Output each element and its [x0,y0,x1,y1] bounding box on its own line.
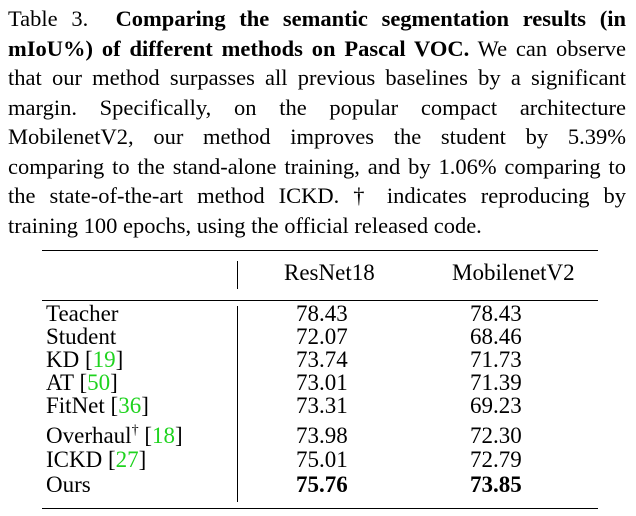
method-name: FitNet [36] [46,393,149,418]
mobilenetv2-value: 68.46 [470,324,522,349]
method-name: KD [19] [46,347,124,372]
citation-link[interactable]: 50 [87,370,111,395]
method-name: AT [50] [46,370,118,395]
resnet18-value: 73.98 [296,423,348,448]
citation-link[interactable]: 19 [92,347,116,372]
citation-link[interactable]: 18 [152,423,175,448]
caption-label: Table 3. [8,6,89,31]
table-row [42,370,598,395]
resnet18-value: 73.01 [296,370,348,395]
mobilenetv2-value: 71.73 [470,347,522,372]
method-name: ICKD [27] [46,447,147,472]
mobilenetv2-value: 78.43 [470,301,522,326]
resnet18-value: 75.01 [296,447,348,472]
table-row [42,324,598,349]
method-name: Ours [46,472,91,497]
header-resnet18: ResNet18 [284,260,375,285]
resnet18-value: 73.74 [296,347,348,372]
table-row [42,423,598,448]
caption-lead: Comparing the semantic segmentation results (in mIoU%) of different methods on Pascal VOC. [8,6,626,61]
dagger-mark: † [131,423,139,438]
table-caption [8,4,626,240]
resnet18-value: 72.07 [296,324,348,349]
table-row [42,393,598,418]
method-name: Student [46,324,117,349]
table-row-ours [42,472,598,497]
table-row [42,447,598,472]
table-row [42,301,598,326]
caption-body: We can observe that our method surpasses all previous baselines by a significant margin. Specifically, on the popular compact architecture MobilenetV2, our method improves the student by 5.39% comparing to the stand-alone training, and by 1.06% comparing to the state-of-the-art method ICKD. † indicates reproducing by training 100 epochs, using the official released code. [8,35,626,238]
resnet18-value: 75.76 [296,472,348,497]
resnet18-value: 73.31 [296,393,348,418]
header-mobilenetv2: MobilenetV2 [452,260,575,285]
method-name: Teacher [46,301,119,326]
citation-link[interactable]: 27 [115,447,139,472]
table-row [42,347,598,372]
table-top-rule [42,250,598,251]
mobilenetv2-value: 71.39 [470,370,522,395]
method-name: Overhaul† [18] [46,423,183,448]
header-column-divider [237,261,238,289]
mobilenetv2-value: 73.85 [470,472,522,497]
citation-link[interactable]: 36 [118,393,142,418]
table-bottom-rule [42,508,598,509]
mobilenetv2-value: 72.79 [470,447,522,472]
resnet18-value: 78.43 [296,301,348,326]
mobilenetv2-value: 72.30 [470,423,522,448]
mobilenetv2-value: 69.23 [470,393,522,418]
